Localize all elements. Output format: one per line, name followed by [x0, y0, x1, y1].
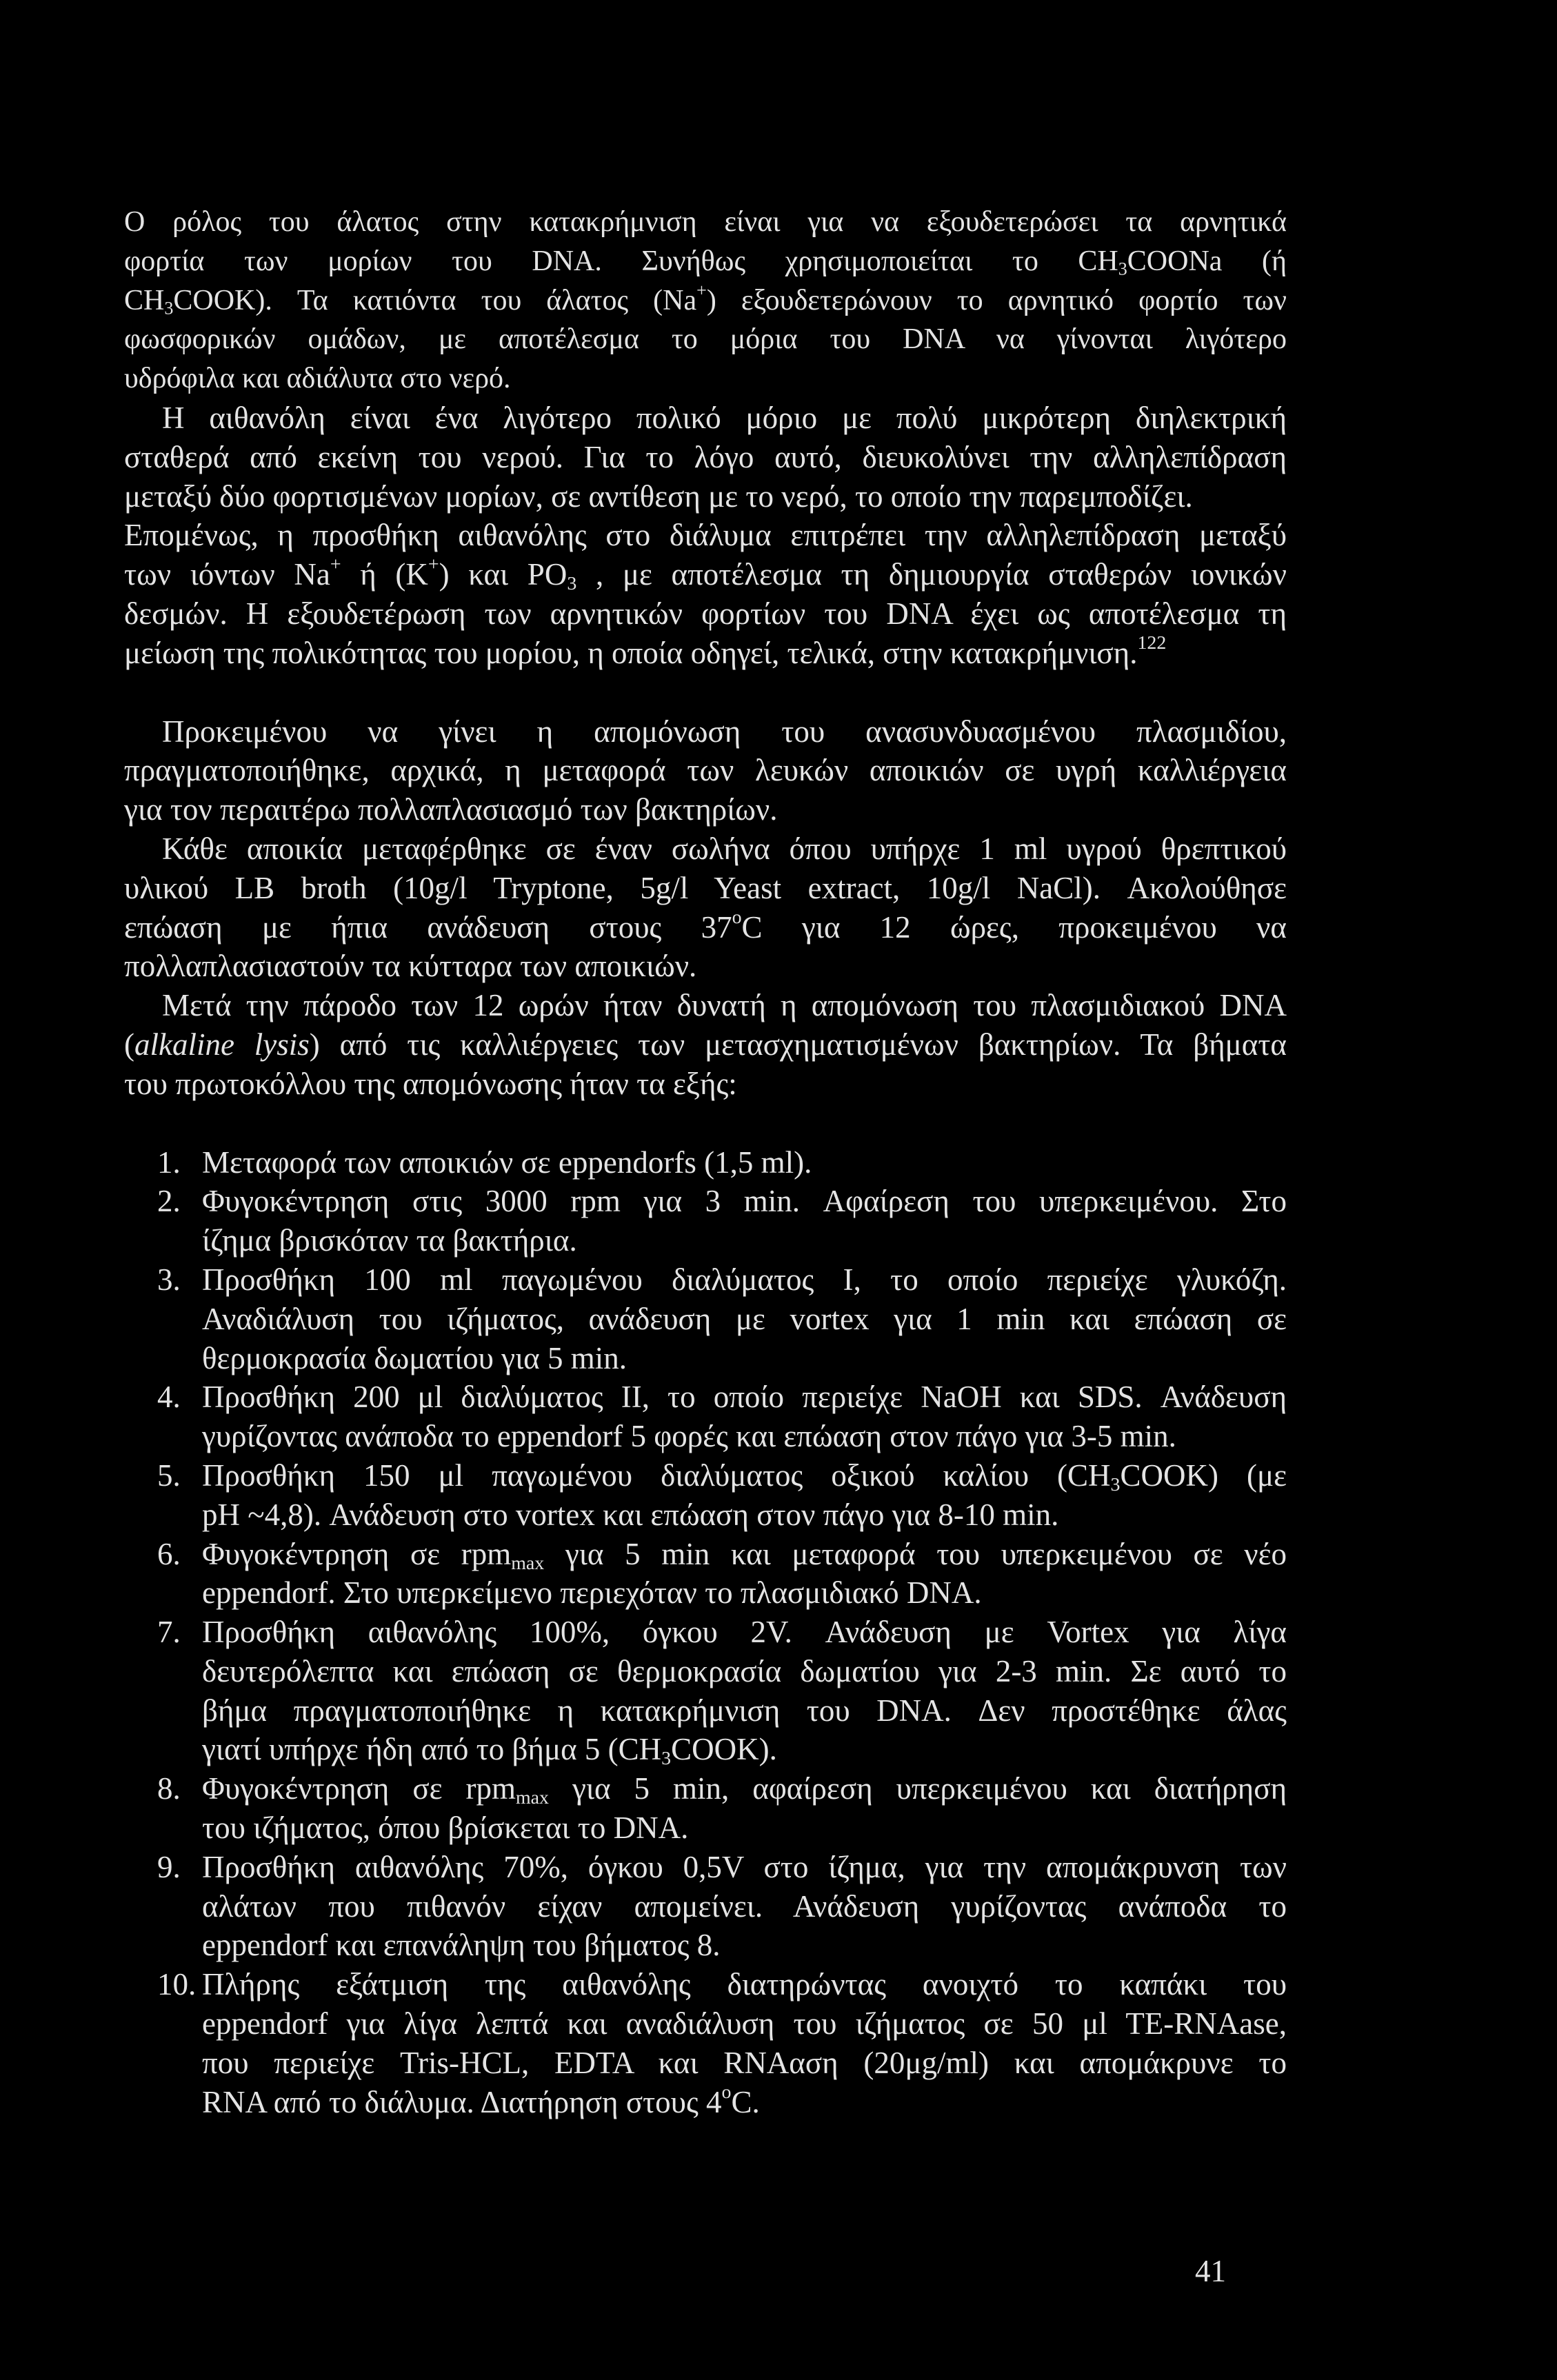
text-run: Προκειμένου να γίνει η απομόνωση του ανασυνδυασμένου πλασμιδίου,	[162, 714, 1287, 749]
text-run: ) και PO	[439, 557, 567, 592]
text-line	[202, 1221, 1287, 1260]
text-run: του πρωτοκόλλου της απομόνωσης ήταν τα εξής:	[124, 1066, 737, 1101]
text-run: Προσθήκη 200 μl διαλύματος ΙΙ, το οποίο περιείχε NaOH και SDS. Ανάδευση	[202, 1380, 1287, 1415]
text-line	[124, 1065, 1287, 1104]
text-run: Επομένως, η προσθήκη αιθανόλης στο διάλυμα επιτρέπει την αλληλεπίδραση μεταξύ	[124, 518, 1287, 553]
text-line	[202, 1730, 1287, 1769]
text-run: COONa (ή	[1127, 245, 1287, 277]
text-run: μείωση της πολικότητας του μορίου, η οποία οδηγεί, τελικά, στην κατακρήμνιση.	[124, 635, 1138, 670]
text-line	[202, 2083, 1287, 2122]
protocol-step	[124, 1613, 1287, 1769]
step-text	[202, 1143, 1287, 1182]
step-text	[202, 1182, 1287, 1260]
superscript: o	[732, 906, 742, 928]
text-line	[202, 2044, 1287, 2083]
text-run: αλάτων που πιθανόν είχαν απομείνει. Ανάδευση γυρίζοντας ανάποδα το	[202, 1888, 1287, 1924]
text-run: πραγματοποιήθηκε, αρχικά, η μεταφορά των λευκών αποικιών σε υγρή καλλιέργεια	[124, 753, 1287, 788]
text-run: Πλήρης εξάτμιση της αιθανόλης διατηρώντας ανοιχτό το καπάκι του	[202, 1967, 1287, 2002]
text-run: Προσθήκη 100 ml παγωμένου διαλύματος Ι, το οποίο περιείχε γλυκόζη.	[202, 1262, 1287, 1297]
text-line	[124, 477, 1287, 516]
paragraph	[124, 829, 1287, 986]
superscript: +	[330, 554, 341, 576]
text-run: Κάθε αποικία μεταφέρθηκε σε έναν σωλήνα όπου υπήρχε 1 ml υγρού θρεπτικού	[162, 831, 1287, 866]
paragraph	[124, 399, 1287, 516]
text-run: COOK).	[671, 1732, 777, 1767]
text-line	[202, 1691, 1287, 1731]
text-line	[202, 1652, 1287, 1691]
text-run: (	[124, 1027, 134, 1062]
protocol-step	[124, 1965, 1287, 2121]
text-line	[202, 1182, 1287, 1221]
text-run: για 5 min, αφαίρεση υπερκειμένου και διατήρηση	[548, 1771, 1287, 1806]
text-line	[124, 986, 1287, 1025]
protocol-steps	[124, 1143, 1287, 2122]
text-run: Προσθήκη 150 μl παγωμένου διαλύματος οξικού καλίου (CH	[202, 1458, 1111, 1493]
text-line	[202, 1143, 1287, 1182]
step-number: 7.	[157, 1615, 181, 1650]
step-number: 2.	[157, 1184, 181, 1219]
text-run: CH	[124, 284, 165, 316]
step-number: 5.	[157, 1458, 181, 1493]
text-run: C.	[731, 2084, 760, 2119]
text-line	[202, 1300, 1287, 1339]
page-number: 41	[1195, 2254, 1226, 2288]
text-run: eppendorf για λίγα λεπτά και αναδιάλυση του ιζήματος σε 50 μl TE-RNAase,	[202, 2006, 1287, 2041]
superscript: o	[721, 2081, 732, 2103]
text-line	[124, 829, 1287, 869]
text-line	[124, 281, 1287, 321]
text-line	[124, 399, 1287, 438]
text-run: Φυγοκέντρηση σε rpm	[202, 1771, 516, 1806]
step-number: 8.	[157, 1771, 181, 1806]
text-run: COOK) (με	[1120, 1458, 1287, 1493]
text-run: φορτία των μορίων του DNA. Συνήθως χρησιμοποιείται το CH	[124, 245, 1118, 277]
text-run: που περιείχε Tris-HCL, EDTA και RNAαση (20μg/ml) και απομάκρυνε το	[202, 2045, 1287, 2080]
paragraph	[124, 986, 1287, 1103]
text-run: πολλαπλασιαστούν τα κύτταρα των αποικιών.	[124, 949, 697, 984]
step-text	[202, 1965, 1287, 2121]
text-run: Μετά την πάροδο των 12 ωρών ήταν δυνατή η απομόνωση του πλασμιδιακού DNA	[162, 988, 1287, 1023]
text-run: ίζημα βρισκόταν τα βακτήρια.	[202, 1223, 577, 1258]
text-run: σταθερά από εκείνη του νερού. Για το λόγο αυτό, διευκολύνει την αλληλεπίδραση	[124, 439, 1287, 474]
text-line	[124, 438, 1287, 477]
protocol-step	[124, 1143, 1287, 1182]
subscript: 3	[1110, 1473, 1121, 1495]
paragraph	[124, 516, 1287, 672]
text-line	[124, 203, 1287, 242]
text-line	[202, 1926, 1287, 1965]
protocol-step	[124, 1182, 1287, 1260]
text-run: υλικού LB broth (10g/l Tryptone, 5g/l Yeast extract, 10g/l NaCl). Ακολούθησε	[124, 870, 1287, 905]
text-run: επώαση με ήπια ανάδευση στους 37	[124, 909, 732, 945]
text-line	[202, 1495, 1287, 1535]
text-line	[124, 242, 1287, 281]
text-run: COOK). Τα κατιόντα του άλατος (Na	[173, 284, 697, 316]
step-text	[202, 1848, 1287, 1965]
step-text	[202, 1456, 1287, 1535]
text-run: pH ~4,8). Ανάδευση στο vortex και επώαση στον πάγο για 8-10 min.	[202, 1497, 1059, 1532]
text-line	[202, 1848, 1287, 1887]
text-line	[124, 1025, 1287, 1065]
text-run: Προσθήκη αιθανόλης 100%, όγκου 2V. Ανάδευση με Vortex για λίγα	[202, 1615, 1287, 1650]
text-line	[124, 594, 1287, 634]
text-line	[202, 1887, 1287, 1926]
text-line	[202, 1613, 1287, 1652]
text-run: Φυγοκέντρηση σε rpm	[202, 1536, 512, 1571]
italic-text: alkaline lysis	[134, 1027, 310, 1062]
text-line	[202, 1456, 1287, 1495]
step-number: 4.	[157, 1380, 181, 1415]
text-line	[202, 1339, 1287, 1378]
text-run: Μεταφορά των αποικιών σε eppendorfs (1,5 ml).	[202, 1144, 812, 1180]
text-line	[202, 1808, 1287, 1848]
paragraph	[124, 712, 1287, 829]
text-run: eppendorf και επανάληψη του βήματος 8.	[202, 1928, 721, 1963]
text-run: eppendorf. Στο υπερκείμενο περιεχόταν το πλασμιδιακό DNA.	[202, 1575, 982, 1611]
subscript: 3	[1118, 259, 1127, 279]
text-line	[124, 516, 1287, 555]
step-number: 1.	[157, 1144, 181, 1180]
step-number: 6.	[157, 1536, 181, 1571]
subscript: 3	[661, 1748, 672, 1770]
text-run: δεσμών. Η εξουδετέρωση των αρνητικών φορτίων του DNA έχει ως αποτέλεσμα τη	[124, 596, 1287, 631]
text-run: Προσθήκη αιθανόλης 70%, όγκου 0,5V στο ίζημα, για την απομάκρυνση των	[202, 1849, 1287, 1884]
text-line	[124, 947, 1287, 986]
text-line	[124, 908, 1287, 947]
protocol-step	[124, 1260, 1287, 1378]
text-run: RNA από το διάλυμα. Διατήρηση στους 4	[202, 2084, 722, 2119]
text-run: Η αιθανόλη είναι ένα λιγότερο πολικό μόριο με πολύ μικρότερη διηλεκτρική	[162, 400, 1287, 435]
subscript: max	[515, 1787, 549, 1809]
superscript: 122	[1137, 632, 1167, 654]
text-line	[124, 712, 1287, 752]
step-number: 3.	[157, 1262, 181, 1297]
text-line	[202, 1378, 1287, 1417]
text-run: για 5 min και μεταφορά του υπερκειμένου σε νέο	[544, 1536, 1287, 1571]
text-line	[124, 320, 1287, 359]
text-run: , με αποτέλεσμα τη δημιουργία σταθερών ιονικών	[576, 557, 1287, 592]
text-run: υδρόφιλα και αδιάλυτα στο νερό.	[124, 363, 511, 395]
text-run: για τον περαιτέρω πολλαπλασιασμό των βακτηρίων.	[124, 792, 778, 827]
text-run: βήμα πραγματοποιήθηκε η κατακρήμνιση του DNA. Δεν προστέθηκε άλας	[202, 1693, 1287, 1728]
text-run: Ο ρόλος του άλατος στην κατακρήμνιση είναι για να εξουδετερώσει τα αρνητικά	[124, 206, 1287, 238]
paragraph	[124, 203, 1287, 399]
text-run: Φυγοκέντρηση στις 3000 rpm για 3 min. Αφαίρεση του υπερκειμένου. Στο	[202, 1184, 1287, 1219]
text-run: των ιόντων Na	[124, 557, 330, 592]
text-run: C για 12 ώρες, προκειμένου να	[741, 909, 1287, 945]
text-line	[124, 359, 1287, 399]
text-run: Αναδιάλυση του ιζήματος, ανάδευση με vortex για 1 min και επώαση σε	[202, 1301, 1287, 1336]
text-line	[202, 1573, 1287, 1613]
superscript: +	[696, 280, 707, 301]
text-run: δευτερόλεπτα και επώαση σε θερμοκρασία δωματίου για 2-3 min. Σε αυτό το	[202, 1653, 1287, 1688]
protocol-step	[124, 1456, 1287, 1535]
step-text	[202, 1613, 1287, 1769]
step-text	[202, 1378, 1287, 1456]
text-run: μεταξύ δύο φορτισμένων μορίων, σε αντίθεση με το νερό, το οποίο την παρεμποδίζει.	[124, 478, 1193, 514]
step-number: 10.	[157, 1967, 197, 2002]
subscript: 3	[567, 573, 577, 595]
text-run: ) εξουδετερώνουν το αρνητικό φορτίο των	[706, 284, 1287, 316]
text-line	[202, 1417, 1287, 1456]
text-line	[124, 751, 1287, 790]
text-line	[124, 555, 1287, 594]
text-line	[202, 1965, 1287, 2004]
text-run: γυρίζοντας ανάποδα το eppendorf 5 φορές και επώαση στον πάγο για 3-5 min.	[202, 1419, 1176, 1454]
text-line	[202, 1769, 1287, 1808]
text-run: ή (K	[341, 557, 428, 592]
text-line	[202, 1260, 1287, 1300]
step-text	[202, 1260, 1287, 1378]
protocol-step	[124, 1378, 1287, 1456]
step-number: 9.	[157, 1849, 181, 1884]
text-run: θερμοκρασία δωματίου για 5 min.	[202, 1340, 627, 1375]
subscript: 3	[164, 298, 174, 319]
text-line	[202, 2004, 1287, 2044]
step-text	[202, 1535, 1287, 1613]
text-run: γιατί υπήρχε ήδη από το βήμα 5 (CH	[202, 1732, 662, 1767]
protocol-step	[124, 1769, 1287, 1848]
superscript: +	[428, 554, 439, 576]
text-line	[202, 1535, 1287, 1574]
text-run: του ιζήματος, όπου βρίσκεται το DNA.	[202, 1811, 689, 1846]
text-line	[124, 634, 1287, 673]
text-run: φωσφορικών ομάδων, με αποτέλεσμα το μόρια του DNA να γίνονται λιγότερο	[124, 323, 1287, 356]
protocol-step	[124, 1535, 1287, 1613]
subscript: max	[511, 1552, 545, 1574]
step-text	[202, 1769, 1287, 1848]
text-run: ) από τις καλλιέργειες των μετασχηματισμένων βακτηρίων. Τα βήματα	[309, 1027, 1287, 1062]
body-text	[124, 203, 1287, 2121]
text-line	[124, 790, 1287, 829]
text-line	[124, 869, 1287, 908]
protocol-step	[124, 1848, 1287, 1965]
